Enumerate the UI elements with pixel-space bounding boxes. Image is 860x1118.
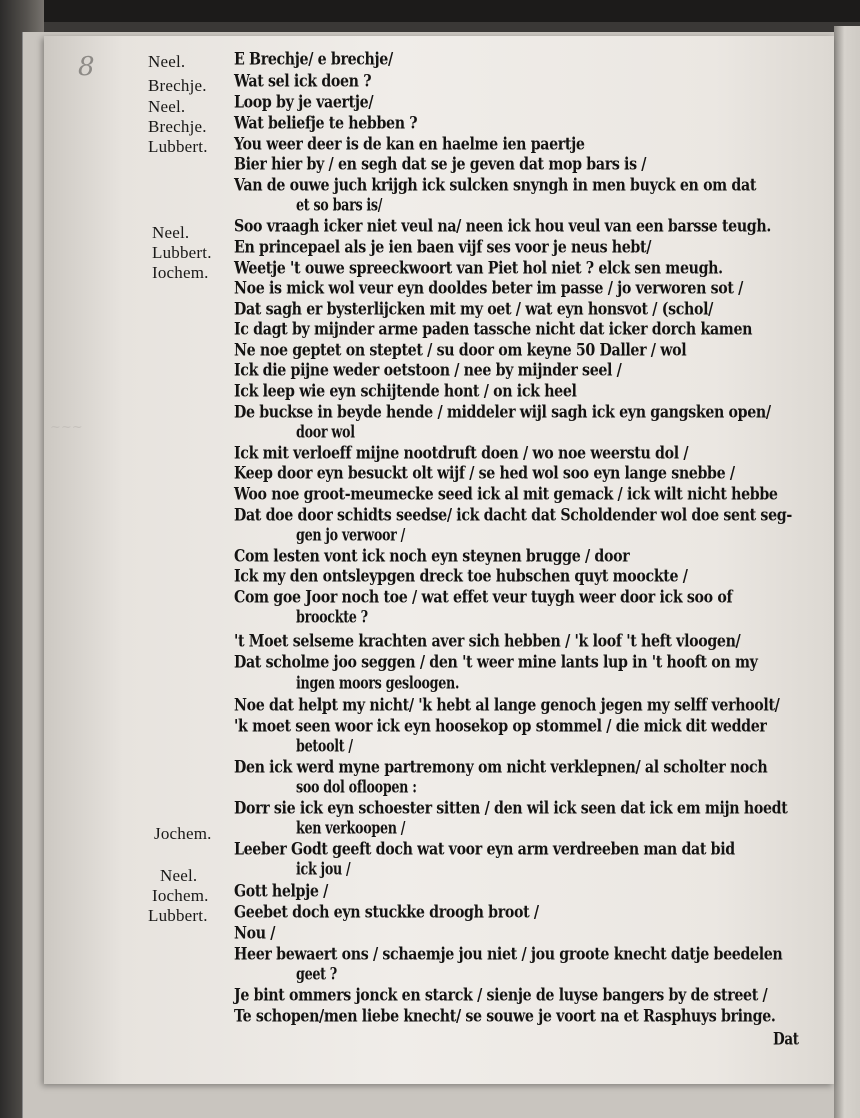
text-line: Je bint ommers jonck en starck / sienje de luyse bangers by de street /: [234, 986, 768, 1006]
text-line: Weetje 't ouwe spreeckwoort van Piet hol niet ? elck sen meugh.: [234, 259, 723, 279]
scanner-top-edge: [0, 0, 860, 22]
text-line: 't Moet selseme krachten aver sich hebben / 'k loof 't heft vloogen/: [234, 632, 741, 652]
bleed-through-mark: ~~~: [50, 420, 83, 435]
text-line: Com lesten vont ick noch eyn steynen brugge / door: [234, 547, 630, 567]
text-line: Ick die pijne weder oetstoon / nee by mijnder seel /: [234, 361, 622, 381]
text-line: betoolt /: [296, 737, 353, 757]
text-line: gen jo verwoor /: [296, 526, 405, 546]
text-line: Noe is mick wol veur eyn dooldes beter im passe / jo verworen sot /: [234, 279, 744, 299]
text-line: Geebet doch eyn stuckke droogh broot /: [234, 903, 539, 923]
text-line: Woo noe groot-meumecke seed ick al mit gemack / ick wilt nicht hebbe: [234, 485, 778, 505]
text-line: Dat doe door schidts seedse/ ick dacht dat Scholdender wol doe sent seg-: [234, 506, 792, 526]
text-line: ick jou /: [296, 860, 351, 880]
text-line: Loop by je vaertje/: [234, 93, 374, 113]
text-line: Ick leep wie eyn schijtende hont / on ick heel: [234, 382, 577, 402]
text-line: E Brechje/ e brechje/: [234, 50, 393, 70]
text-line: Nou /: [234, 924, 276, 944]
speaker-name: Neel.: [148, 52, 186, 71]
text-line: Noe dat helpt my nicht/ 'k hebt al lange genoch jegen my selff verhoolt/: [234, 696, 780, 716]
text-line: Dat scholme joo seggen / den 't weer mine lants lup in 't hooft on my: [234, 653, 758, 673]
text-line: Com goe Joor noch toe / wat effet veur tuygh weer door ick soo of: [234, 588, 733, 608]
text-line: broockte ?: [296, 608, 368, 628]
speaker-name: Iochem.: [152, 263, 209, 282]
text-line: Bier hier by / en segh dat se je geven dat mop bars is /: [234, 155, 647, 175]
text-line: Te schopen/men liebe knecht/ se souwe je voort na et Rasphuys bringe.: [234, 1007, 776, 1027]
text-line: En princepael als je ien baen vijf ses voor je neus hebt/: [234, 238, 652, 258]
text-line: Van de ouwe juch krijgh ick sulcken snyngh in men buyck en om dat: [234, 176, 757, 196]
speaker-name: Neel.: [152, 223, 190, 242]
speaker-name: Brechje.: [148, 76, 207, 95]
text-line: ken verkoopen /: [296, 819, 406, 839]
text-line: Ick my den ontsleypgen dreck toe hubschen quyt moockte /: [234, 567, 688, 587]
catchword: Dat: [773, 1030, 799, 1050]
speaker-name: Lubbert.: [148, 137, 208, 156]
page-number: 8: [78, 52, 95, 82]
text-line: Heer bewaert ons / schaemje jou niet / jou groote knecht datje beedelen: [234, 945, 783, 965]
speaker-name: Lubbert.: [152, 243, 212, 262]
text-line: Ick mit verloeff mijne nootdruft doen / wo noe weerstu dol /: [234, 444, 689, 464]
speaker-name: Jochem.: [154, 824, 212, 843]
text-line: Soo vraagh icker niet veul na/ neen ick hou veul van een barsse teugh.: [234, 217, 771, 237]
text-line: Ne noe geptet on steptet / su door om keyne 50 Daller / wol: [234, 341, 687, 361]
text-line: Ic dagt by mijnder arme paden tassche nicht dat icker dorch kamen: [234, 320, 753, 340]
speaker-name: Neel.: [148, 97, 186, 116]
text-line: Den ick werd myne partremony om nicht verklepnen/ al scholter noch: [234, 758, 768, 778]
text-line: Gott helpje /: [234, 882, 329, 902]
text-line: geet ?: [296, 965, 337, 985]
text-line: Wat beliefje te hebben ?: [234, 114, 418, 134]
text-line: Wat sel ick doen ?: [234, 72, 372, 92]
speaker-name: Brechje.: [148, 117, 207, 136]
text-line: Keep door eyn besuckt olt wijf / se hed wol soo eyn lange snebbe /: [234, 464, 735, 484]
text-line: 'k moet seen woor ick eyn hoosekop op stommel / die mick dit wedder: [234, 717, 767, 737]
text-line: et so bars is/: [296, 196, 383, 216]
text-line: Dat sagh er bysterlijcken mit my oet / wat eyn honsvot / (schol/: [234, 300, 713, 320]
text-line: soo dol ofloopen :: [296, 778, 417, 798]
speaker-name: Iochem.: [152, 886, 209, 905]
speaker-name: Lubbert.: [148, 906, 208, 925]
text-line: De buckse in beyde hende / middeler wijl sagh ick eyn gangsken open/: [234, 403, 771, 423]
text-line: Dorr sie ick eyn schoester sitten / den wil ick seen dat ick em mijn hoedt: [234, 799, 788, 819]
text-line: Leeber Godt geeft doch wat voor eyn arm verdreeben man dat bid: [234, 840, 735, 860]
text-line: ingen moors gesloogen.: [296, 674, 460, 694]
text-line: door wol: [296, 423, 355, 443]
facing-page-edge: [834, 26, 860, 1118]
text-line: You weer deer is de kan en haelme ien paertje: [234, 135, 585, 155]
speaker-name: Neel.: [160, 866, 198, 885]
